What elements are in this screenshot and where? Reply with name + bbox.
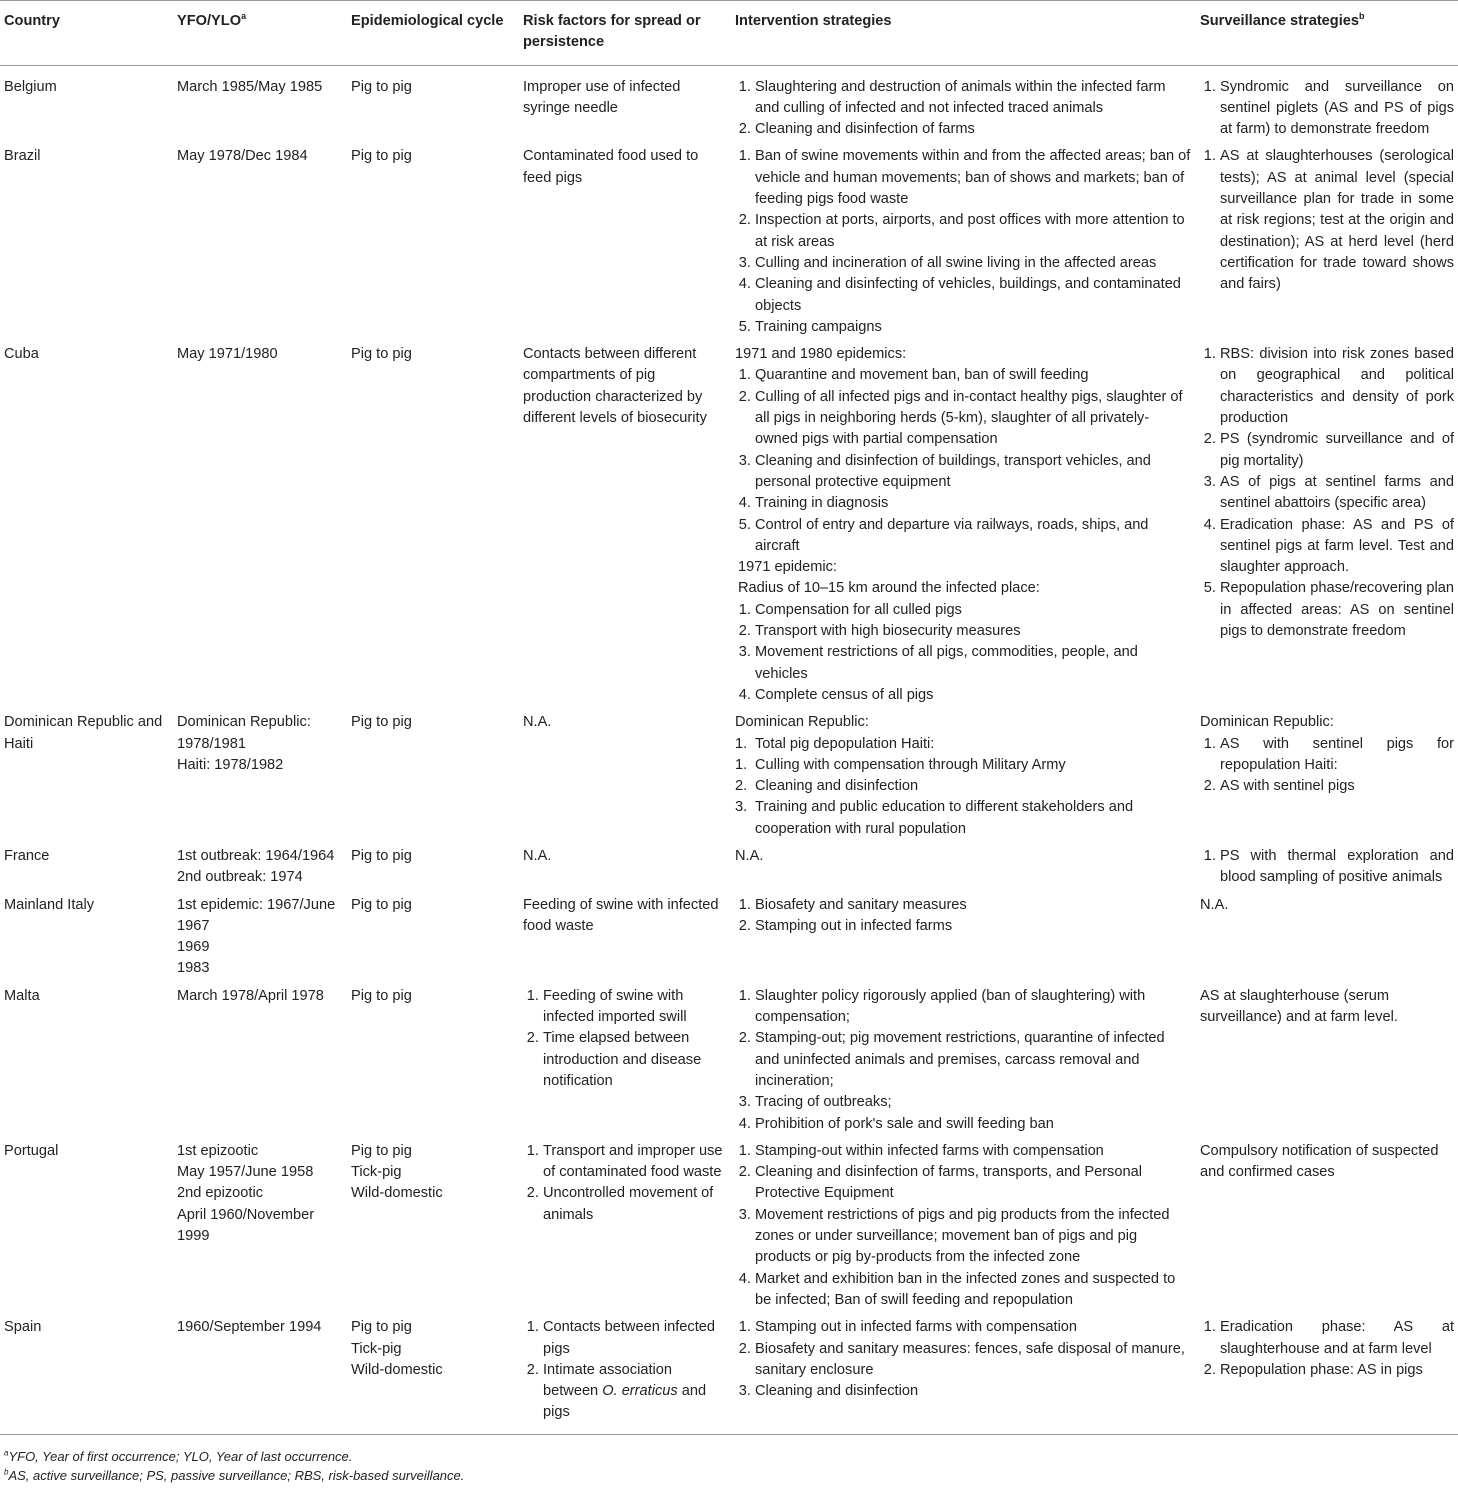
intervention-list <box>735 895 1192 938</box>
cell-intervention <box>731 140 1196 338</box>
cell-surveillance <box>1196 338 1458 706</box>
intervention-list <box>735 365 1192 557</box>
surveillance-text: Repopulation phase/recovering plan in affected areas: AS on sentinel pigs to demonstrate freedom <box>1220 580 1454 640</box>
intervention-item <box>755 600 1192 621</box>
table-row <box>0 980 1458 1135</box>
intervention-list <box>735 146 1192 338</box>
table-header <box>0 1 1458 66</box>
cell-risk <box>519 338 731 706</box>
surveillance-item <box>1220 578 1454 642</box>
header-yfo: YFO/YLO$^a$ <box>177 11 247 29</box>
item-number: 1. <box>735 735 748 752</box>
cell-country <box>0 706 173 840</box>
cycle-line: Pig to pig <box>351 148 412 165</box>
intervention-list <box>735 1141 1192 1311</box>
cycle-line: Pig to pig <box>351 78 412 95</box>
cycle-line: Wild-domestic <box>351 1361 443 1378</box>
cycle-line: Pig to pig <box>351 1142 412 1159</box>
country-name: Dominican Republic and Haiti <box>4 714 163 752</box>
intervention-text: Total pig depopulation Haiti: <box>755 735 935 752</box>
risk-text: Contacts between infected pigs <box>543 1319 715 1357</box>
intervention-item <box>755 515 1192 558</box>
surveillance-text: Repopulation phase: AS in pigs <box>1220 1361 1423 1378</box>
intervention-text: Stamping-out; pig movement restrictions, quarantine of infected and uninfected animals and premises, carcass removal and incineration; <box>755 1030 1165 1089</box>
yfo-line: Haiti: 1978/1982 <box>177 756 284 773</box>
surveillance-list <box>1200 146 1454 295</box>
cell-surveillance <box>1196 840 1458 889</box>
item-number: 1. <box>735 756 748 773</box>
yfo-line: March 1978/April 1978 <box>177 987 324 1004</box>
surveillance-text: RBS: division into risk zones based on geographical and political characteristics and density of pork production <box>1220 346 1454 427</box>
cell-risk <box>519 65 731 140</box>
intervention-item <box>735 797 1192 840</box>
cycle-line: Tick-pig <box>351 1340 402 1357</box>
cell-cycle <box>347 338 519 706</box>
intervention-text: Prohibition of pork's sale and swill feeding ban <box>755 1115 1054 1132</box>
yfo-line: 1st epidemic: 1967/June 1967 <box>177 896 336 934</box>
yfo-line: 1983 <box>177 960 210 977</box>
intervention-item <box>755 1205 1192 1269</box>
intervention-item <box>755 365 1192 386</box>
risk-item <box>543 1141 727 1184</box>
cycle-line: Pig to pig <box>351 1319 412 1336</box>
cell-risk <box>519 1311 731 1434</box>
risk-line: N.A. <box>523 714 552 731</box>
yfo-line: 2nd epizootic <box>177 1185 264 1202</box>
cell-risk <box>519 706 731 840</box>
cell-intervention <box>731 980 1196 1135</box>
cell-country <box>0 65 173 140</box>
intervention-item <box>755 1339 1192 1382</box>
intervention-text: Movement restrictions of pigs and pig products from the infected zones or under surveillance; movement ban of pigs and pig products or pig by-products from the infected zone <box>755 1206 1170 1266</box>
yfo-line: May 1978/Dec 1984 <box>177 148 308 165</box>
item-number: 3. <box>735 799 748 816</box>
intervention-heading: Dominican Republic: <box>735 714 869 731</box>
cell-surveillance <box>1196 1311 1458 1434</box>
cell-intervention <box>731 1311 1196 1434</box>
cell-yfo <box>173 140 347 338</box>
risk-item <box>543 1360 727 1424</box>
country-name: Cuba <box>4 346 39 363</box>
intervention-heading: Radius of 10–15 km around the infected place: <box>738 580 1040 597</box>
surveillance-text: AS at slaughterhouse (serum surveillance) and at farm level. <box>1200 987 1398 1026</box>
cell-risk <box>519 840 731 889</box>
cell-yfo <box>173 338 347 706</box>
risk-item <box>543 1317 727 1360</box>
intervention-item <box>755 1141 1192 1162</box>
cycle-line: Pig to pig <box>351 346 412 363</box>
cycle-line: Pig to pig <box>351 987 412 1004</box>
surveillance-text: AS at slaughterhouses (serological tests); AS at animal level (special surveillance plan for trade in some at risk regions; test at the origin and destination); AS at herd level (herd certification for trade toward shows and fairs) <box>1220 148 1454 293</box>
intervention-item <box>755 1381 1192 1402</box>
cell-cycle <box>347 889 519 980</box>
yfo-line: May 1957/June 1958 <box>177 1164 314 1181</box>
intervention-item <box>755 253 1192 274</box>
intervention-text: Control of entry and departure via railways, roads, ships, and aircraft <box>755 516 1149 554</box>
intervention-item <box>755 621 1192 642</box>
intervention-text: Complete census of all pigs <box>755 686 934 703</box>
surveillance-item <box>1220 429 1454 472</box>
intervention-item <box>755 210 1192 253</box>
cycle-line: Pig to pig <box>351 847 412 864</box>
risk-line: Feeding of swine with infected food waste <box>523 896 719 934</box>
risk-text: Feeding of swine with infected imported swill <box>543 987 687 1026</box>
intervention-list <box>735 1317 1192 1402</box>
yfo-line: 1960/September 1994 <box>177 1319 322 1336</box>
intervention-text: Cleaning and disinfection of farms, transports, and Personal Protective Equipment <box>755 1164 1142 1202</box>
intervention-item <box>755 317 1192 338</box>
risk-text: Uncontrolled movement of animals <box>543 1185 714 1223</box>
cell-country <box>0 840 173 889</box>
surveillance-text: Syndromic and surveillance on sentinel piglets (AS and PS of pigs at farm) to demonstrate freedom <box>1220 78 1454 138</box>
intervention-list <box>735 986 1192 1135</box>
intervention-item <box>755 1092 1192 1113</box>
cell-risk <box>519 980 731 1135</box>
intervention-text: Cleaning and disinfection of buildings, transport vehicles, and personal protective equipment <box>755 452 1151 490</box>
country-name: Brazil <box>4 148 41 165</box>
intervention-heading: 1971 and 1980 epidemics: <box>735 346 907 363</box>
risk-line: Contacts between different compartments of pig production characterized by different levels of biosecurity <box>523 346 707 427</box>
cell-surveillance <box>1196 889 1458 980</box>
intervention-text: Quarantine and movement ban, ban of swill feeding <box>755 367 1089 384</box>
surveillance-item <box>1220 776 1454 797</box>
intervention-text: Cleaning and disinfecting of vehicles, buildings, and contaminated objects <box>755 276 1181 314</box>
species-name: O. erraticus <box>602 1383 678 1400</box>
surveillance-text: Eradication phase: AS and PS of sentinel pigs at farm level. Test and slaughter approach. <box>1220 516 1454 576</box>
intervention-item <box>755 642 1192 685</box>
country-name: Portugal <box>4 1142 59 1159</box>
yfo-line: May 1971/1980 <box>177 346 278 363</box>
country-name: Mainland Italy <box>4 896 95 913</box>
intervention-text: N.A. <box>735 847 764 864</box>
cell-surveillance <box>1196 980 1458 1135</box>
surveillance-text: N.A. <box>1200 896 1229 913</box>
yfo-line: 1969 <box>177 939 210 956</box>
cell-cycle <box>347 65 519 140</box>
risk-item <box>543 1183 727 1226</box>
footnote-a: $^a$YFO, Year of first occurrence; YLO, Year of last occurrence. <box>4 1448 353 1464</box>
intervention-text: Culling with compensation through Military Army <box>755 756 1066 773</box>
intervention-item <box>755 387 1192 451</box>
yfo-line: 1st outbreak: 1964/1964 <box>177 847 335 864</box>
intervention-heading: 1971 epidemic: <box>738 559 837 576</box>
intervention-item <box>755 77 1192 120</box>
surveillance-item <box>1220 344 1454 429</box>
intervention-text: Stamping out in infected farms <box>755 917 953 934</box>
surveillance-item <box>1220 1317 1454 1360</box>
cell-risk <box>519 889 731 980</box>
surveillance-text: AS with sentinel pigs for repopulation Haiti: <box>1220 735 1454 773</box>
intervention-item <box>755 685 1192 706</box>
intervention-list <box>735 734 1192 840</box>
intervention-text: Cleaning and disinfection <box>755 778 919 795</box>
surveillance-list <box>1200 846 1454 889</box>
table-row <box>0 1135 1458 1311</box>
cell-surveillance <box>1196 706 1458 840</box>
cell-cycle <box>347 840 519 889</box>
yfo-line: Dominican Republic: 1978/1981 <box>177 714 311 752</box>
risk-item <box>543 1028 727 1092</box>
cycle-line: Pig to pig <box>351 896 412 913</box>
cell-yfo <box>173 840 347 889</box>
intervention-text: Biosafety and sanitary measures <box>755 896 967 913</box>
yfo-line: 1st epizootic <box>177 1142 259 1159</box>
intervention-text: Biosafety and sanitary measures: fences, safe disposal of manure, sanitary enclosure <box>755 1340 1185 1378</box>
yfo-line: March 1985/May 1985 <box>177 78 323 95</box>
surveillance-text: PS (syndromic surveillance and of pig mortality) <box>1220 431 1454 469</box>
country-name: France <box>4 847 50 864</box>
country-name: Belgium <box>4 78 57 95</box>
cell-yfo <box>173 706 347 840</box>
intervention-text: Training campaigns <box>755 318 882 335</box>
cell-country <box>0 338 173 706</box>
intervention-item <box>755 1028 1192 1092</box>
risk-text: Transport and improper use of contaminated food waste <box>543 1142 723 1181</box>
intervention-item <box>755 895 1192 916</box>
item-number: 2. <box>735 778 748 795</box>
table-row <box>0 65 1458 140</box>
cell-intervention <box>731 1135 1196 1311</box>
table-row <box>0 140 1458 338</box>
surveillance-heading: Dominican Republic: <box>1200 714 1334 731</box>
risk-line: Improper use of infected syringe needle <box>523 78 681 116</box>
surveillance-item <box>1220 734 1454 777</box>
risk-list <box>523 986 727 1092</box>
intervention-item <box>755 274 1192 317</box>
intervention-text: Inspection at ports, airports, and post offices with more attention to at risk areas <box>755 212 1185 250</box>
intervention-item <box>735 776 1192 797</box>
yfo-line: 2nd outbreak: 1974 <box>177 869 303 886</box>
surveillance-text: AS with sentinel pigs <box>1220 778 1355 795</box>
surveillance-item <box>1220 515 1454 579</box>
intervention-item <box>735 755 1192 776</box>
surveillance-item <box>1220 846 1454 889</box>
risk-list <box>523 1141 727 1226</box>
risk-text: Intimate association between O. erraticus and pigs <box>543 1361 707 1421</box>
table-row <box>0 1311 1458 1434</box>
surveillance-item <box>1220 77 1454 141</box>
risk-item <box>543 986 727 1029</box>
cell-risk <box>519 140 731 338</box>
risk-text: Time elapsed between introduction and disease notification <box>543 1030 702 1089</box>
intervention-item <box>755 493 1192 514</box>
cell-intervention <box>731 840 1196 889</box>
yfo-line: April 1960/November 1999 <box>177 1206 315 1245</box>
intervention-text: Slaughter policy rigorously applied (ban of slaughtering) with compensation; <box>755 987 1146 1026</box>
header-risk: Risk factors for spread or persistence <box>523 13 701 51</box>
header-cycle: Epidemiological cycle <box>351 13 504 29</box>
cell-cycle <box>347 980 519 1135</box>
cell-cycle <box>347 706 519 840</box>
cell-intervention <box>731 889 1196 980</box>
cell-risk <box>519 1135 731 1311</box>
cell-yfo <box>173 1311 347 1434</box>
table-row <box>0 840 1458 889</box>
cell-yfo <box>173 889 347 980</box>
surveillance-text: Eradication phase: AS at slaughterhouse and at farm level <box>1220 1319 1454 1357</box>
cell-cycle <box>347 1311 519 1434</box>
intervention-item <box>755 986 1192 1029</box>
cell-country <box>0 1311 173 1434</box>
cell-intervention <box>731 65 1196 140</box>
footnotes <box>0 1435 1458 1485</box>
intervention-list <box>735 77 1192 141</box>
cell-cycle <box>347 1135 519 1311</box>
cell-cycle <box>347 140 519 338</box>
cell-yfo <box>173 980 347 1135</box>
intervention-item <box>755 451 1192 494</box>
intervention-text: Cleaning and disinfection of farms <box>755 121 975 138</box>
intervention-item <box>755 916 1192 937</box>
cell-intervention <box>731 338 1196 706</box>
cell-country <box>0 140 173 338</box>
cell-country <box>0 1135 173 1311</box>
intervention-text: Transport with high biosecurity measures <box>755 623 1021 640</box>
risk-line: Contaminated food used to feed pigs <box>523 148 699 186</box>
intervention-text: Ban of swine movements within and from the affected areas; ban of vehicle and human movements; ban of shows and markets; ban of feeding pigs food waste <box>755 148 1191 208</box>
cycle-line: Pig to pig <box>351 714 412 731</box>
intervention-text: Compensation for all culled pigs <box>755 601 962 618</box>
cell-country <box>0 889 173 980</box>
intervention-item <box>755 1317 1192 1338</box>
country-name: Malta <box>4 987 40 1004</box>
table-row <box>0 706 1458 840</box>
surveillance-item <box>1220 1360 1454 1381</box>
table-row <box>0 889 1458 980</box>
surveillance-text: Compulsory notification of suspected and confirmed cases <box>1200 1142 1439 1181</box>
surveillance-item <box>1220 146 1454 295</box>
surveillance-list <box>1200 1317 1454 1381</box>
surveillance-item <box>1220 472 1454 515</box>
cycle-line: Wild-domestic <box>351 1185 443 1202</box>
header-country: Country <box>4 13 60 29</box>
surveillance-list <box>1200 734 1454 798</box>
table-body <box>0 65 1458 1434</box>
intervention-text: Slaughtering and destruction of animals within the infected farm and culling of infected and not infected traced animals <box>755 78 1166 116</box>
intervention-item <box>755 1162 1192 1205</box>
cell-intervention <box>731 706 1196 840</box>
intervention-text: Culling of all infected pigs and in-contact healthy pigs, slaughter of all pigs in neighboring herds (5-km), slaughter of all privately-owned pigs with partial compensation <box>755 388 1183 448</box>
intervention-item <box>755 1114 1192 1135</box>
intervention-text: Tracing of outbreaks; <box>755 1094 892 1111</box>
intervention-text: Training in diagnosis <box>755 495 889 512</box>
surveillance-text: AS of pigs at sentinel farms and sentinel abattoirs (specific area) <box>1220 473 1454 512</box>
header-surveillance: Surveillance strategies$^b$ <box>1200 11 1365 29</box>
intervention-item <box>735 734 1192 755</box>
cell-yfo <box>173 1135 347 1311</box>
intervention-text: Stamping-out within infected farms with compensation <box>755 1142 1104 1159</box>
intervention-text: Market and exhibition ban in the infected zones and suspected to be infected; Ban of swill feeding and repopulation <box>755 1270 1176 1308</box>
cell-yfo <box>173 65 347 140</box>
intervention-text: Cleaning and disinfection <box>755 1383 919 1400</box>
risk-line: N.A. <box>523 847 552 864</box>
table-row <box>0 338 1458 706</box>
surveillance-text: PS with thermal exploration and blood sampling of positive animals <box>1220 847 1454 886</box>
intervention-item <box>755 1269 1192 1312</box>
cell-surveillance <box>1196 140 1458 338</box>
country-name: Spain <box>4 1319 42 1336</box>
intervention-list <box>735 600 1192 706</box>
cell-surveillance <box>1196 1135 1458 1311</box>
intervention-text: Movement restrictions of all pigs, commodities, people, and vehicles <box>755 644 1138 682</box>
footnote-b: $^b$AS, active surveillance; PS, passive surveillance; RBS, risk-based surveillance. <box>4 1467 465 1483</box>
surveillance-list <box>1200 344 1454 642</box>
intervention-text: Culling and incineration of all swine living in the affected areas <box>755 254 1157 271</box>
cell-country <box>0 980 173 1135</box>
cell-surveillance <box>1196 65 1458 140</box>
cycle-line: Tick-pig <box>351 1164 402 1181</box>
surveillance-list <box>1200 77 1454 141</box>
risk-list <box>523 1317 727 1423</box>
header-intervention: Intervention strategies <box>735 13 892 29</box>
intervention-text: Training and public education to different stakeholders and cooperation with rural population <box>755 799 1134 837</box>
intervention-text: Stamping out in infected farms with compensation <box>755 1319 1078 1336</box>
intervention-item <box>755 146 1192 210</box>
intervention-item <box>755 119 1192 140</box>
